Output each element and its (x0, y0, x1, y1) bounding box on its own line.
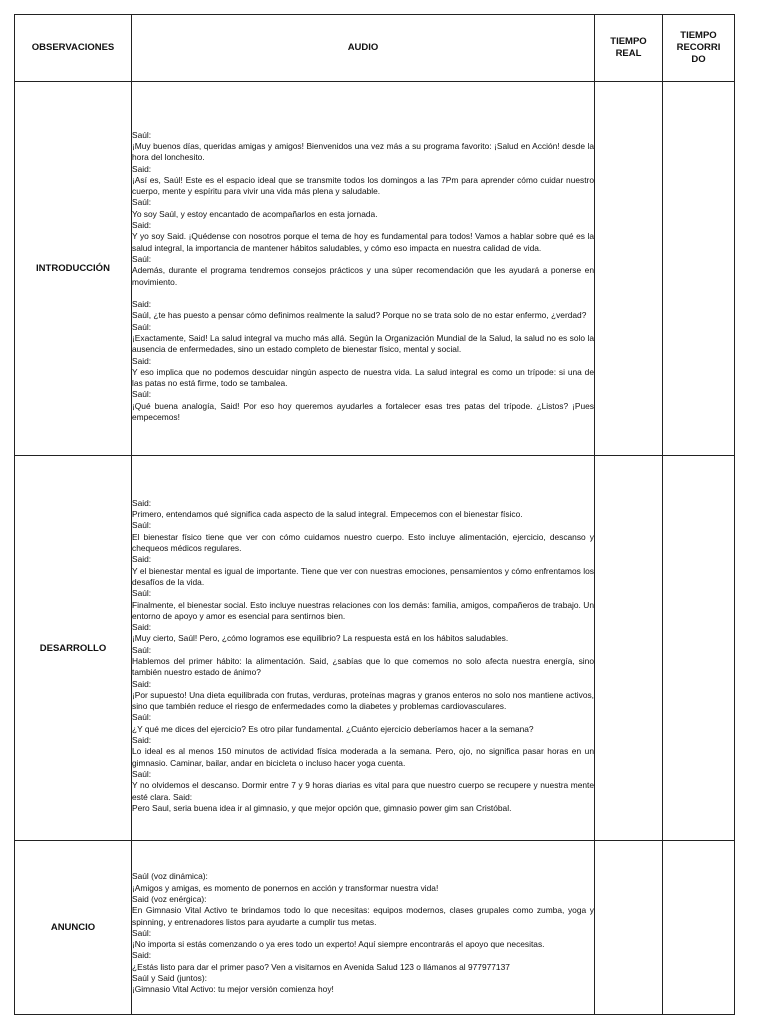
dialogue-line: El bienestar físico tiene que ver con cómo cuidamos nuestro cuerpo. Esto incluye alimentación, ejercicio, descanso y chequeos médicos regulares. (132, 531, 594, 554)
speaker-label: Saúl: (132, 321, 152, 332)
dialogue-line: ¡Gimnasio Vital Activo: tu mejor versión comienza hoy! (132, 984, 334, 995)
speaker-label: Said: (132, 299, 152, 310)
speaker-label: Said: (132, 735, 152, 746)
dialogue-line: ¡Muy buenos días, queridas amigas y amigos! Bienvenidos una vez más a su programa favorito: ¡Salud en Acción! desde la hora del lonchesito. (132, 140, 594, 163)
section-row-desarrollo (15, 456, 735, 841)
speaker-label: Saúl: (132, 129, 152, 140)
dialogue-line: Yo soy Saúl, y estoy encantado de acompañarlos en esta jornada. (132, 208, 378, 219)
speaker-label: Said (voz enérgica): (132, 893, 207, 904)
speaker-label: Said: (132, 678, 152, 689)
dialogue-line: Saúl, ¿te has puesto a pensar cómo definimos realmente la salud? Porque no se trata solo de no estar enfermo, ¿verdad? (132, 310, 587, 321)
speaker-label: Saúl: (132, 927, 152, 938)
dialogue-line: ¡Así es, Saúl! Este es el espacio ideal que se transmite todos los domingos a las 7Pm para aprender cómo cuidar nuestro cuerpo, mente y espíritu para vivir una vida más plena y saludable. (132, 174, 594, 197)
dialogue-line: Hablemos del primer hábito: la alimentación. Said, ¿sabías que lo que comemos no solo afecta nuestra energía, sino también nuestro estado de ánimo? (132, 656, 594, 678)
header-observaciones: OBSERVACIONES (15, 15, 132, 82)
speaker-label: Said: (132, 622, 152, 633)
speaker-label: Y no olvidemos el descanso. Dormir entre 7 y 9 horas diarias es vital para que nuestro cuerpo se recupere y nuestra mente esté clara. Said: (132, 780, 594, 802)
header-row (15, 15, 735, 82)
section-label: ANUNCIO (15, 841, 132, 1015)
dialogue-line: En Gimnasio Vital Activo te brindamos todo lo que necesitas: equipos modernos, clases grupales como zumba, yoga y spinning, y entrenadores listos para ayudarte a cumplir tus metas. (132, 905, 594, 927)
audio-cell (132, 841, 595, 1015)
speaker-label: Said: (132, 497, 152, 508)
dialogue-line: Pero Saul, seria buena idea ir al gimnasio, y que mejor opción que, gimnasio power gim san Cristóbal. (132, 802, 512, 813)
dialogue-line: Finalmente, el bienestar social. Esto incluye nuestras relaciones con los demás: familia, amigos, compañeros de trabajo. Un entorno de apoyo y amor es esencial para sentirnos bien. (132, 599, 594, 621)
speaker-label: Saúl: (132, 712, 152, 723)
dialogue-line: ¡Exactamente, Said! La salud integral va mucho más allá. Según la Organización Mundial de la Salud, la salud no es solo la ausencia de enfermedades, sino un estado completo de bienestar físico, mental y social. (132, 332, 594, 355)
tiempo-recorrido-cell (663, 841, 735, 1015)
header-audio: AUDIO (132, 15, 595, 82)
section-label: INTRODUCCIÓN (15, 82, 132, 456)
header-tiempo-real: TIEMPO REAL (595, 15, 663, 82)
dialogue-line: Además, durante el programa tendremos consejos prácticos y una súper recomendación que les ayudará a ponerse en movimiento. (132, 265, 594, 287)
speaker-label: Saúl: (132, 197, 152, 208)
speaker-label: Saúl: (132, 768, 152, 779)
script-table (14, 14, 735, 1015)
blank-line (132, 288, 594, 299)
dialogue-line: Y el bienestar mental es igual de importante. Tiene que ver con nuestras emociones, pensamientos y cómo enfrentamos los desafíos de la vida. (132, 565, 594, 587)
audio-cell (132, 456, 595, 841)
header-tiempo-recorrido: TIEMPO RECORRI DO (663, 15, 735, 82)
speaker-label: Saúl: (132, 389, 152, 400)
section-row-introduccion (15, 82, 735, 456)
dialogue-line: ¡Amigos y amigas, es momento de ponernos en acción y transformar nuestra vida! (132, 882, 439, 893)
speaker-label: Said: (132, 950, 152, 961)
speaker-label: Said: (132, 163, 152, 174)
speaker-label: Said: (132, 355, 152, 366)
tiempo-real-cell (595, 841, 663, 1015)
dialogue-line: Y yo soy Said. ¡Quédense con nosotros porque el tema de hoy es fundamental para todos! Vamos a hablar sobre qué es la salud integral, la importancia de mantener hábitos saludables, y cómo eso impacta en nuestra calidad de vida. (132, 231, 594, 253)
tiempo-recorrido-cell (663, 456, 735, 841)
dialogue-line: ¡No importa si estás comenzando o ya eres todo un experto! Aquí siempre encontrarás el apoyo que necesitas. (132, 939, 545, 950)
speaker-label: Saúl y Said (juntos): (132, 973, 207, 984)
speaker-label: Said: (132, 220, 152, 231)
tiempo-real-cell (595, 456, 663, 841)
speaker-label: Saúl: (132, 588, 152, 599)
dialogue-line: ¿Estás listo para dar el primer paso? Ven a visitarnos en Avenida Salud 123 o llámanos al 977977137 (132, 961, 510, 972)
tiempo-recorrido-cell (663, 82, 735, 456)
speaker-label: Saúl: (132, 520, 152, 531)
dialogue-line: ¿Y qué me dices del ejercicio? Es otro pilar fundamental. ¿Cuánto ejercicio deberíamos hacer a la semana? (132, 723, 534, 734)
speaker-label: Saúl (voz dinámica): (132, 871, 208, 882)
speaker-label: Saúl: (132, 644, 152, 655)
dialogue-line: Lo ideal es al menos 150 minutos de actividad física moderada a la semana. Pero, ojo, no significa pasar horas en un gimnasio. Caminar, bailar, andar en bicicleta o incluso hacer yoga cuenta. (132, 746, 594, 768)
section-label: DESARROLLO (15, 456, 132, 841)
audio-lines (132, 482, 594, 814)
tiempo-real-cell (595, 82, 663, 456)
dialogue-line: ¡Qué buena analogía, Said! Por eso hoy queremos ayudarles a fortalecer esas tres patas del trípode. ¿Listos? ¡Pues empecemos! (132, 400, 594, 423)
speaker-label: Saúl: (132, 253, 152, 264)
dialogue-line: Primero, entendamos qué significa cada aspecto de la salud integral. Empecemos con el bienestar físico. (132, 509, 523, 520)
section-row-anuncio (15, 841, 735, 1015)
dialogue-line: ¡Por supuesto! Una dieta equilibrada con frutas, verduras, proteínas magras y granos enteros no solo nos mantiene activos, sino que también reduce el riesgo de enfermedades como la diabetes y problemas cardiovasculares. (132, 689, 594, 712)
dialogue-line: Y eso implica que no podemos descuidar ningún aspecto de nuestra vida. La salud integral es como un trípode: si una de las patas no está firme, todo se tambalea. (132, 366, 594, 389)
audio-lines (132, 114, 594, 424)
audio-lines (132, 859, 594, 995)
audio-cell (132, 82, 595, 456)
speaker-label: Said: (132, 554, 152, 565)
dialogue-line: ¡Muy cierto, Saúl! Pero, ¿cómo logramos ese equilibrio? La respuesta está en los hábitos saludables. (132, 633, 509, 644)
